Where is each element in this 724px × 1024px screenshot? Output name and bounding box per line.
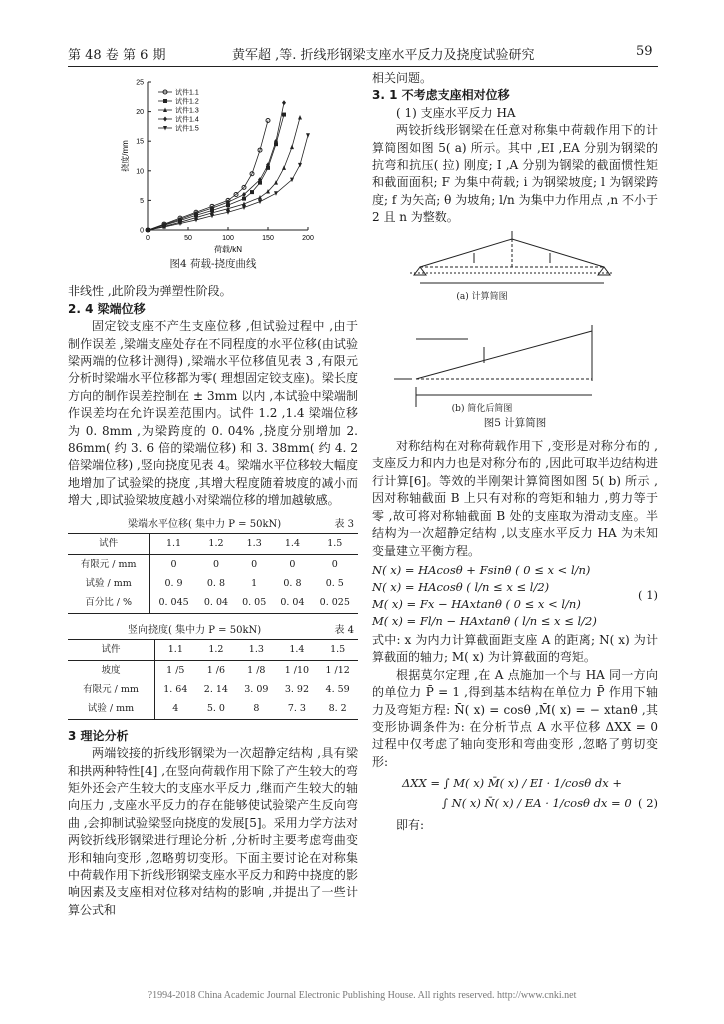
table-4-cell: 1 /12: [325, 664, 350, 676]
eq2-line2-row: [402, 795, 658, 812]
x-tick-label: 50: [184, 235, 192, 242]
x-tick-label: 100: [222, 235, 234, 242]
table-3-cell: 0. 04: [203, 597, 229, 609]
table-4-cell: 4: [172, 703, 179, 715]
data-point: [290, 178, 294, 183]
right-column: [372, 70, 658, 834]
page-number: 59: [636, 44, 653, 59]
table-4-cell: 1 /10: [284, 664, 310, 676]
data-point: [242, 197, 246, 201]
x-tick-label: 150: [262, 235, 274, 242]
table-3-cell: 0. 8: [283, 577, 302, 589]
table-3-cell: 0: [289, 558, 296, 570]
table-3-cell: 0. 025: [319, 597, 350, 609]
section-3-heading: 3 理论分析: [68, 728, 129, 743]
table-4-caption: [68, 622, 358, 639]
subheading-horizontal-reaction: ( 1) 支座水平反力 HA: [396, 105, 516, 120]
beam-b: [416, 331, 592, 379]
table-4-header-cell: 1.4: [289, 644, 305, 656]
table-3-header-cell: 1.5: [327, 538, 343, 550]
support-a-left: [414, 267, 426, 275]
equation-2-number: ( 2): [638, 796, 658, 811]
table-3-cell: 0: [212, 558, 219, 570]
diagram-b: [394, 325, 592, 407]
legend-label: 试件1.4: [175, 116, 199, 124]
legend-label: 试件1.2: [175, 98, 199, 106]
section-2-4-heading: 2. 4 梁端位移: [68, 301, 146, 316]
table-3-label: 表 3: [334, 518, 354, 530]
table-4-cell: 3. 92: [284, 683, 309, 695]
paragraph-where: 式中: x 为内力计算截面距支座 A 的距离; N( x) 为计算截面的轴力; M( x) 为计算截面的弯矩。: [372, 632, 658, 665]
table-3-cell: 0. 045: [158, 597, 189, 609]
table-3-row: [68, 593, 358, 613]
table-3-header-cell: 1.1: [165, 538, 182, 550]
table-3-cell: 0. 04: [280, 597, 305, 609]
table-4-row: [68, 699, 358, 719]
table-3-header-row: [68, 534, 358, 554]
table-4-cell: 有限元 / mm: [68, 680, 154, 699]
data-point: [282, 165, 286, 170]
table-3-header-cell: 1.3: [246, 538, 262, 550]
paragraph-related: 相关问题。: [372, 71, 433, 85]
data-point: [274, 191, 278, 196]
table-4-body: [68, 660, 358, 719]
table-4-header-row: [68, 640, 358, 660]
equation-1: [372, 562, 658, 630]
paragraph-3: 两端铰接的折线形钢梁为一次超静定结构 ,具有梁和拱两种特性[4] ,在竖向荷载作用下除了产生较大的弯矩外还会产生较大的支座水平反力 ,继而产生较大的轴向压力 ,支座水平反力的存在能够使试验梁产生反向弯曲 ,会抑制试验梁竖向挠度的发展[5]。采用力学方法对两铰折线形钢梁进行理论分析 ,分析时主要考虑弯曲变形和轴向变形 ,忽略剪切变形。下面主要讨论在对称集中荷载作用下折线形钢梁支座水平反力和跨中挠度的影响因素及支座相对位移对结构的影响 ,并提出了一些计算公式和: [68, 746, 358, 917]
figure-4-caption: 图4 荷载-挠度曲线: [169, 258, 257, 270]
table-4-header-cell: 1.5: [330, 644, 346, 656]
table-4-cell: 1 /8: [247, 664, 266, 676]
y-tick-label: 5: [140, 197, 144, 205]
support-a-right: [598, 267, 610, 275]
figure-5-caption: 图5 计算简图: [483, 416, 547, 429]
table-4-cell: 坡度: [68, 660, 154, 680]
paragraph-mohr: 根据莫尔定理 ,在 A 点施加一个与 HA 同一方向的单位力 P̄ = 1 ,得到基本结构在单位力 P̄ 作用下轴力及弯矩方程: N̄( x) = cosθ ,M̄( x) = − xtanθ ,其变形协调条件为: 在分析节点 A 水平位移 ΔXX = 0 过程中仅考虑了轴向变形和弯曲变形 ,忽略了剪切变形:: [372, 667, 658, 769]
legend-label: 试件1.1: [175, 89, 199, 97]
table-3-cell: 1: [251, 577, 258, 589]
eq1-line: N( x) = HAcosθ ( l/n ≤ x ≤ l/2): [372, 579, 550, 594]
table-4-cell: 8: [253, 703, 260, 715]
series-line: [148, 135, 308, 230]
data-point: [282, 100, 286, 105]
table-4-cell: 1. 64: [163, 683, 188, 695]
table-3-cell: 0. 8: [206, 577, 226, 589]
computation-diagram: [372, 231, 658, 413]
table-3-caption: [68, 516, 358, 533]
table-3-cell: 0. 05: [242, 597, 267, 609]
paragraph-symmetric: 对称结构在对称荷载作用下 ,变形是对称分布的 ,支座反力和内力也是对称分布的 ,因此可取半边结构进行计算[6]。等效的半刚架计算简图如图 5( b) 所示 ,因对称轴截面 B 上只有对称的弯矩和轴力 ,剪力等于零 ,故可将对称轴截面 B 处的支座取为滑动支座。半结构为一次超静定结构 ,以支座水平反力 HA 为未知变量建立平衡方程。: [372, 439, 658, 558]
beam-a: [420, 239, 604, 267]
copyright-footer: ?1994-2018 China Academic Journal Electronic Publishing House. All rights reserved. http://www.cnki.net: [147, 990, 577, 1001]
equation-1-number: ( 1): [638, 588, 658, 603]
volume-issue: 第 48 卷 第 6 期: [68, 48, 166, 63]
legend-label: 试件1.5: [175, 125, 199, 133]
table-3-cell: 0: [170, 558, 177, 570]
data-point: [258, 195, 262, 200]
table-3-body: [68, 554, 358, 613]
table-3-header-cell: 1.4: [284, 538, 300, 550]
table-3-cell: 试验 / mm: [68, 574, 150, 593]
table-4-cell: 2. 14: [203, 683, 228, 695]
y-tick-label: 25: [136, 79, 144, 87]
data-point: [282, 113, 286, 117]
table-4-header-cell: 1.3: [248, 644, 264, 656]
eq1-line: N( x) = HAcosθ + Fsinθ ( 0 ≤ x < l/n): [372, 562, 591, 577]
paragraph-nonlinear: 非线性 ,此阶段为弹塑性阶段。: [68, 284, 232, 299]
table-4-cell: 1 /6: [206, 664, 226, 676]
legend-label: 试件1.3: [175, 107, 199, 115]
table-4-cell: 1 /5: [166, 664, 185, 676]
table-4-header-cell: 1.2: [208, 644, 224, 656]
table-3-row: [68, 574, 358, 593]
table-4-label: 表 4: [334, 624, 354, 636]
table-3-title: 梁端水平位移( 集中力 P = 50kN): [128, 518, 282, 530]
x-axis-label: 荷载/kN: [214, 245, 242, 254]
eq2-line2: ∫ N( x) N̄( x) / EA · 1/cosθ dx = 0: [442, 796, 632, 811]
header-rule: [68, 66, 658, 67]
table-3-cell: 有限元 / mm: [68, 554, 150, 574]
figure-5b-caption: (b) 简化后简图: [451, 403, 513, 414]
figure-5a-caption: (a) 计算简图: [456, 291, 508, 302]
table-3-cell: 0. 9: [164, 577, 183, 589]
table-4-cell: 3. 09: [244, 683, 269, 695]
data-point: [250, 190, 254, 194]
paragraph-have: 即有:: [396, 817, 425, 832]
table-4-title: 竖向挠度( 集中力 P = 50kN): [128, 624, 262, 636]
y-tick-label: 15: [136, 138, 144, 146]
data-point: [290, 145, 294, 150]
y-tick-label: 10: [136, 168, 144, 176]
figure-5: [372, 231, 658, 413]
eq1-line: M( x) = Fl/n − HAxtanθ ( l/n ≤ x ≤ l/2): [372, 613, 597, 628]
running-title: 黄军超 ,等. 折线形钢梁支座水平反力及挠度试验研究: [232, 48, 535, 63]
y-tick-label: 20: [136, 109, 144, 117]
data-point: [163, 99, 167, 103]
table-4-cell: 8. 2: [328, 703, 347, 715]
data-point: [306, 133, 310, 138]
equation-2: [402, 775, 658, 812]
table-3-cell: 0: [251, 558, 258, 570]
paragraph-3-1: 两铰折线形钢梁在任意对称集中荷载作用下的计算简图如图 5( a) 所示。其中 ,EI ,EA 分别为钢梁的抗弯和抗压( 拉) 刚度; I ,A 分别为钢梁的截面惯性矩和截面面积; F 为集中荷载; i 为钢梁坡度; l 为钢梁跨度; f 为矢高; θ 为坡角; l/n 为集中力作用点 ,n 不小于 2 且 n 为整数。: [372, 123, 658, 225]
diagram-a: [410, 231, 614, 283]
table-3-row: [68, 554, 358, 574]
table-3-cell: 百分比 / %: [68, 593, 150, 613]
load-deflection-chart: [68, 70, 358, 254]
equation-1-lines: [372, 562, 597, 630]
table-3: [68, 533, 358, 614]
table-4-cell: 5. 0: [206, 703, 225, 715]
y-tick-label: 0: [140, 227, 144, 235]
x-tick-label: 0: [146, 235, 150, 242]
eq2-line1: ΔXX = ∫ M( x) M̄( x) / EI · 1/cosθ dx +: [402, 776, 622, 791]
table-4-header-cell: 1.1: [167, 644, 183, 656]
left-column: [68, 70, 358, 919]
table-4-row: [68, 660, 358, 680]
table-4-cell: 4. 59: [325, 683, 350, 695]
table-3-header-cell: 试件: [68, 534, 150, 554]
running-header: [0, 0, 724, 64]
section-3-1-heading: 3. 1 不考虑支座相对位移: [372, 88, 510, 103]
table-3-cell: 0. 5: [325, 577, 344, 589]
y-axis-label: 挠度/mm: [121, 140, 130, 172]
table-3-cell: 0: [331, 558, 338, 570]
data-point: [163, 117, 167, 122]
paragraph-2-4: 固定铰支座不产生支座位移 ,但试验过程中 ,由于制作误差 ,梁端支座处存在不同程度的水平位移(由试验梁两端的位移计测得) ,梁端水平位移值见表 3 ,有限元分析时梁端水平位移都为零( 理想固定铰支座)。梁长度方向的制作误差控制在 ± 3mm 以内 ,本试验中梁端制作误差均在允许误差范围内。试件 1.2 ,1.4 梁端位移为 0. 8mm ,为梁跨度的 0. 04% ,挠度分别增加 2. 86mm( 约 3. 6 倍的梁端位移) 和 3. 38mm( 约 4. 2 倍梁端位移) ,竖向挠度见表 4。梁端水平位移较大幅度地增加了试验梁的挠度 ,其增大程度随着坡度的减小而增大 ,即试验梁坡度越小对梁端位移的增加越敏感。: [68, 319, 358, 508]
table-3-header-cell: 1.2: [208, 538, 224, 550]
eq1-line: M( x) = Fx − HAxtanθ ( 0 ≤ x < l/n): [372, 596, 581, 611]
table-4: [68, 639, 358, 720]
table-4-header-cell: 试件: [68, 640, 154, 660]
x-tick-label: 200: [302, 235, 314, 242]
table-4-cell: 7. 3: [287, 703, 306, 715]
data-point: [298, 115, 302, 120]
figure-4: [68, 70, 358, 254]
table-4-row: [68, 680, 358, 699]
table-4-cell: 试验 / mm: [68, 699, 154, 719]
series-line: [148, 103, 284, 230]
